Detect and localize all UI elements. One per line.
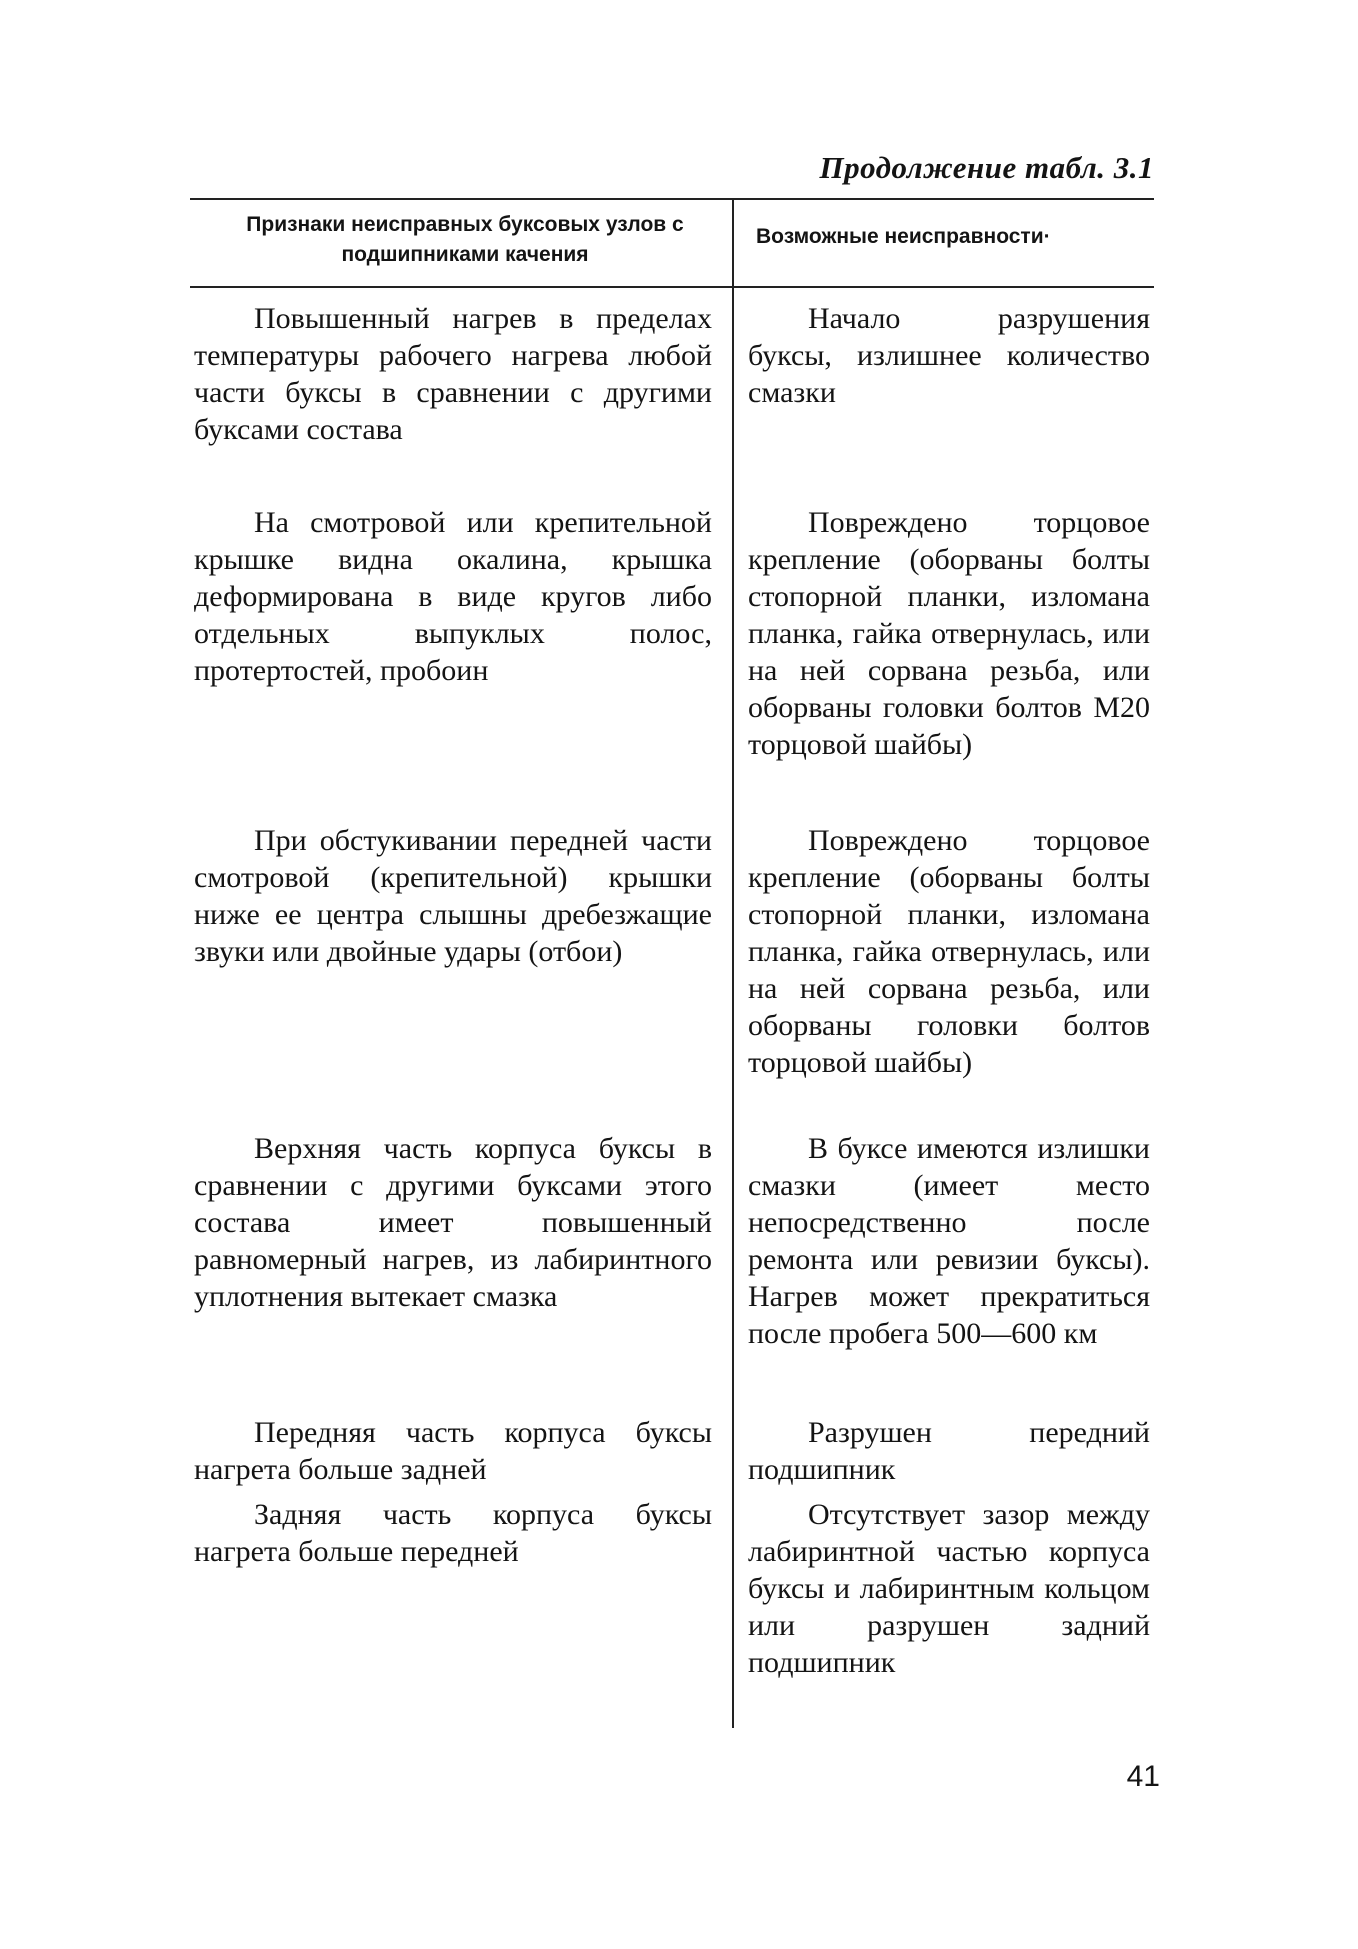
row-5-sign: Передняя часть корпуса буксы нагрета больше задней xyxy=(194,1416,712,1486)
row-1-fault: Начало разрушения буксы, излишнее количество смазки xyxy=(748,302,1150,409)
column-header-signs: Признаки неисправных буксовых узлов с подшипниками качения xyxy=(246,213,684,266)
row-6-sign: Задняя часть корпуса буксы нагрета больше передней xyxy=(194,1498,712,1568)
page-number: 41 xyxy=(1126,1760,1160,1793)
row-4-sign: Верхняя часть корпуса буксы в сравнении с другими буксами этого состава имеет повышенный равномерный нагрев, из лабиринтного уплотнения вытекает смазка xyxy=(194,1132,712,1313)
row-4-fault: В буксе имеются излишки смазки (имеет место непосредственно после ремонта или ревизии буксы). Нагрев может прекратиться после пробега 500—600 км xyxy=(748,1132,1150,1350)
column-divider xyxy=(732,198,734,1728)
table-caption: Продолжение табл. 3.1 xyxy=(819,150,1154,185)
table-top-rule xyxy=(190,198,1154,200)
row-1-sign: Повышенный нагрев в пределах температуры рабочего нагрева любой части буксы в сравнении с другими буксами состава xyxy=(194,302,712,446)
row-2-sign: На смотровой или крепительной крышке видна окалина, крышка деформирована в виде кругов либо отдельных выпуклых полос, протертостей, пробоин xyxy=(194,506,712,687)
row-3-sign: При обстукивании передней части смотровой (крепительной) крышки ниже ее центра слышны дребезжащие звуки или двойные удары (отбои) xyxy=(194,824,712,968)
row-6-fault: Отсутствует зазор между лабиринтной частью корпуса буксы и лабиринтным кольцом или разрушен задний подшипник xyxy=(748,1498,1150,1679)
row-2-fault: Повреждено торцовое крепление (оборваны болты стопорной планки, изломана планка, гайка отвернулась, или на ней сорвана резьба, или оборваны головки болтов М20 торцовой шайбы) xyxy=(748,506,1150,761)
header-bottom-rule xyxy=(190,286,1154,288)
column-header-faults: Возможные неисправности· xyxy=(756,225,1051,248)
row-5-fault: Разрушен передний подшипник xyxy=(748,1416,1150,1486)
row-3-fault: Повреждено торцовое крепление (оборваны болты стопорной планки, изломана планка, гайка отвернулась, или на ней сорвана резьба, или оборваны головки болтов торцовой шайбы) xyxy=(748,824,1150,1079)
